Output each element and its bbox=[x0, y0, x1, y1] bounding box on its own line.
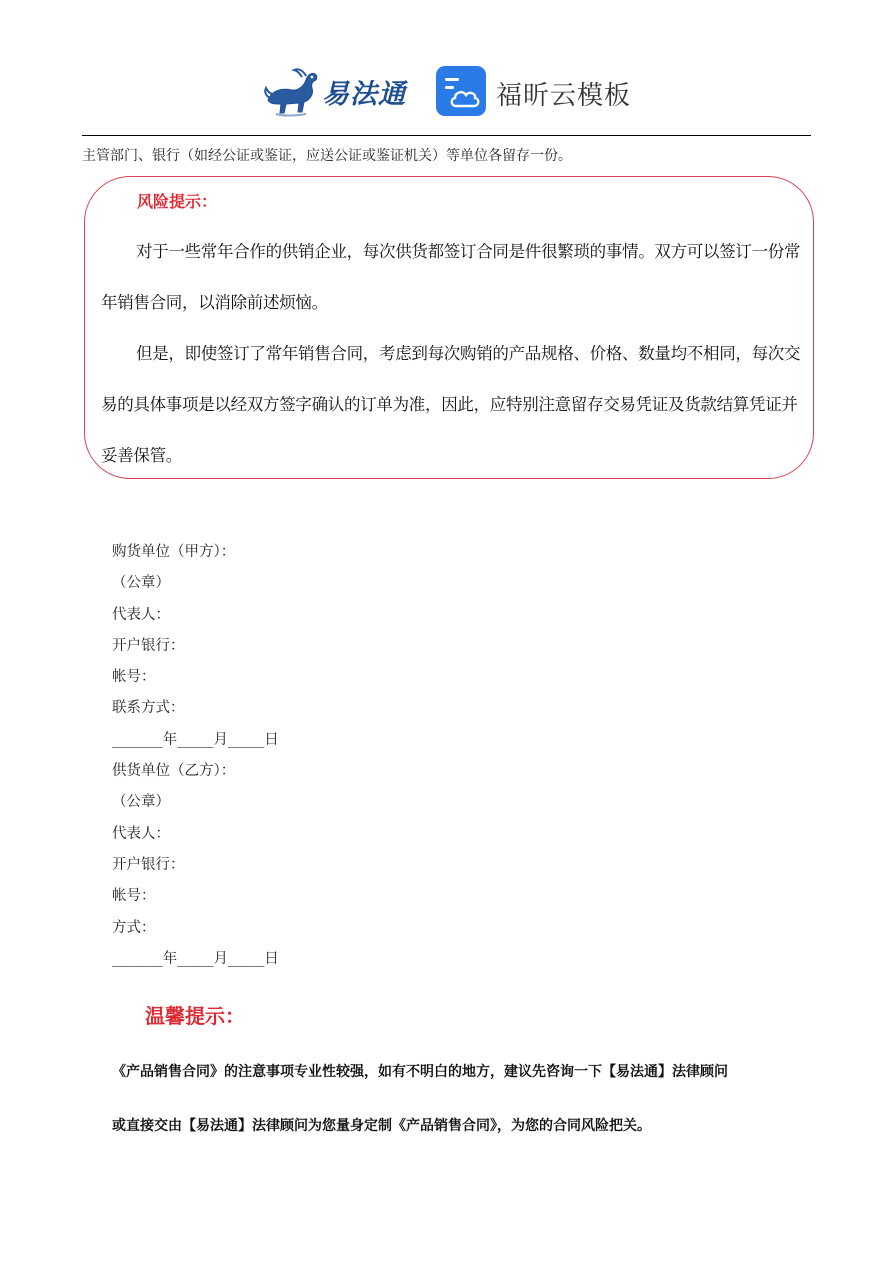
buyer-representative-label: 代表人： bbox=[112, 606, 170, 623]
buyer-account-label: 帐号： bbox=[112, 669, 156, 686]
buyer-unit-label: 购货单位（甲方）： bbox=[112, 544, 236, 560]
warm-tip-line: 《产品销售合同》的注意事项专业性较强，如有不明白的地方，建议先咨询一下【易法通】法律顾问 bbox=[112, 1064, 728, 1080]
buyer-bank-label: 开户银行： bbox=[112, 637, 185, 654]
seller-account-label: 帐号： bbox=[112, 888, 156, 905]
risk-notice-title: 风险提示： bbox=[137, 192, 218, 211]
page-header bbox=[0, 56, 893, 126]
seller-seal-label: （公章） bbox=[112, 794, 170, 811]
risk-paragraph: 但是，即使签订了常年销售合同，考虑到每次购销的产品规格、价格、数量均不相同，每次交易的具体事项是以经双方签字确认的订单为准，因此，应特别注意留存交易凭证及货款结算凭证并妥善保管。 bbox=[101, 344, 801, 465]
buyer-contact-label: 联系方式： bbox=[112, 700, 185, 717]
signature-block bbox=[112, 540, 279, 978]
buyer-date-line: _______年_____月_____日 bbox=[112, 731, 279, 748]
seller-representative-label: 代表人： bbox=[112, 825, 170, 842]
seller-contact-label: 方式： bbox=[112, 919, 156, 936]
risk-notice-box bbox=[84, 176, 814, 479]
yifatong-brand-text: 易法通 bbox=[322, 79, 406, 110]
risk-paragraph: 对于一些常年合作的供销企业，每次供货都签订合同是件很繁琐的事情。双方可以签订一份常年销售合同，以消除前述烦恼。 bbox=[101, 242, 801, 312]
seller-unit-label: 供货单位（乙方）： bbox=[112, 763, 236, 780]
cloud-document-icon bbox=[436, 66, 486, 116]
seller-bank-label: 开户银行： bbox=[112, 856, 185, 873]
warm-tip-line: 或直接交由【易法通】法律顾问为您量身定制《产品销售合同》，为您的合同风险把关。 bbox=[112, 1118, 651, 1134]
warm-tip-title: 温馨提示： bbox=[145, 1004, 245, 1028]
yifatong-logo bbox=[262, 62, 422, 118]
intro-text: 主管部门、银行（如经公证或鉴证，应送公证或鉴证机关）等单位各留存一份。 bbox=[82, 148, 572, 164]
header-divider bbox=[82, 135, 811, 136]
qilin-horse-icon bbox=[262, 62, 322, 118]
buyer-seal-label: （公章） bbox=[112, 575, 170, 592]
seller-date-line: _______年_____月_____日 bbox=[112, 950, 279, 967]
fuxin-brand-text: 福昕云模板 bbox=[496, 81, 632, 111]
